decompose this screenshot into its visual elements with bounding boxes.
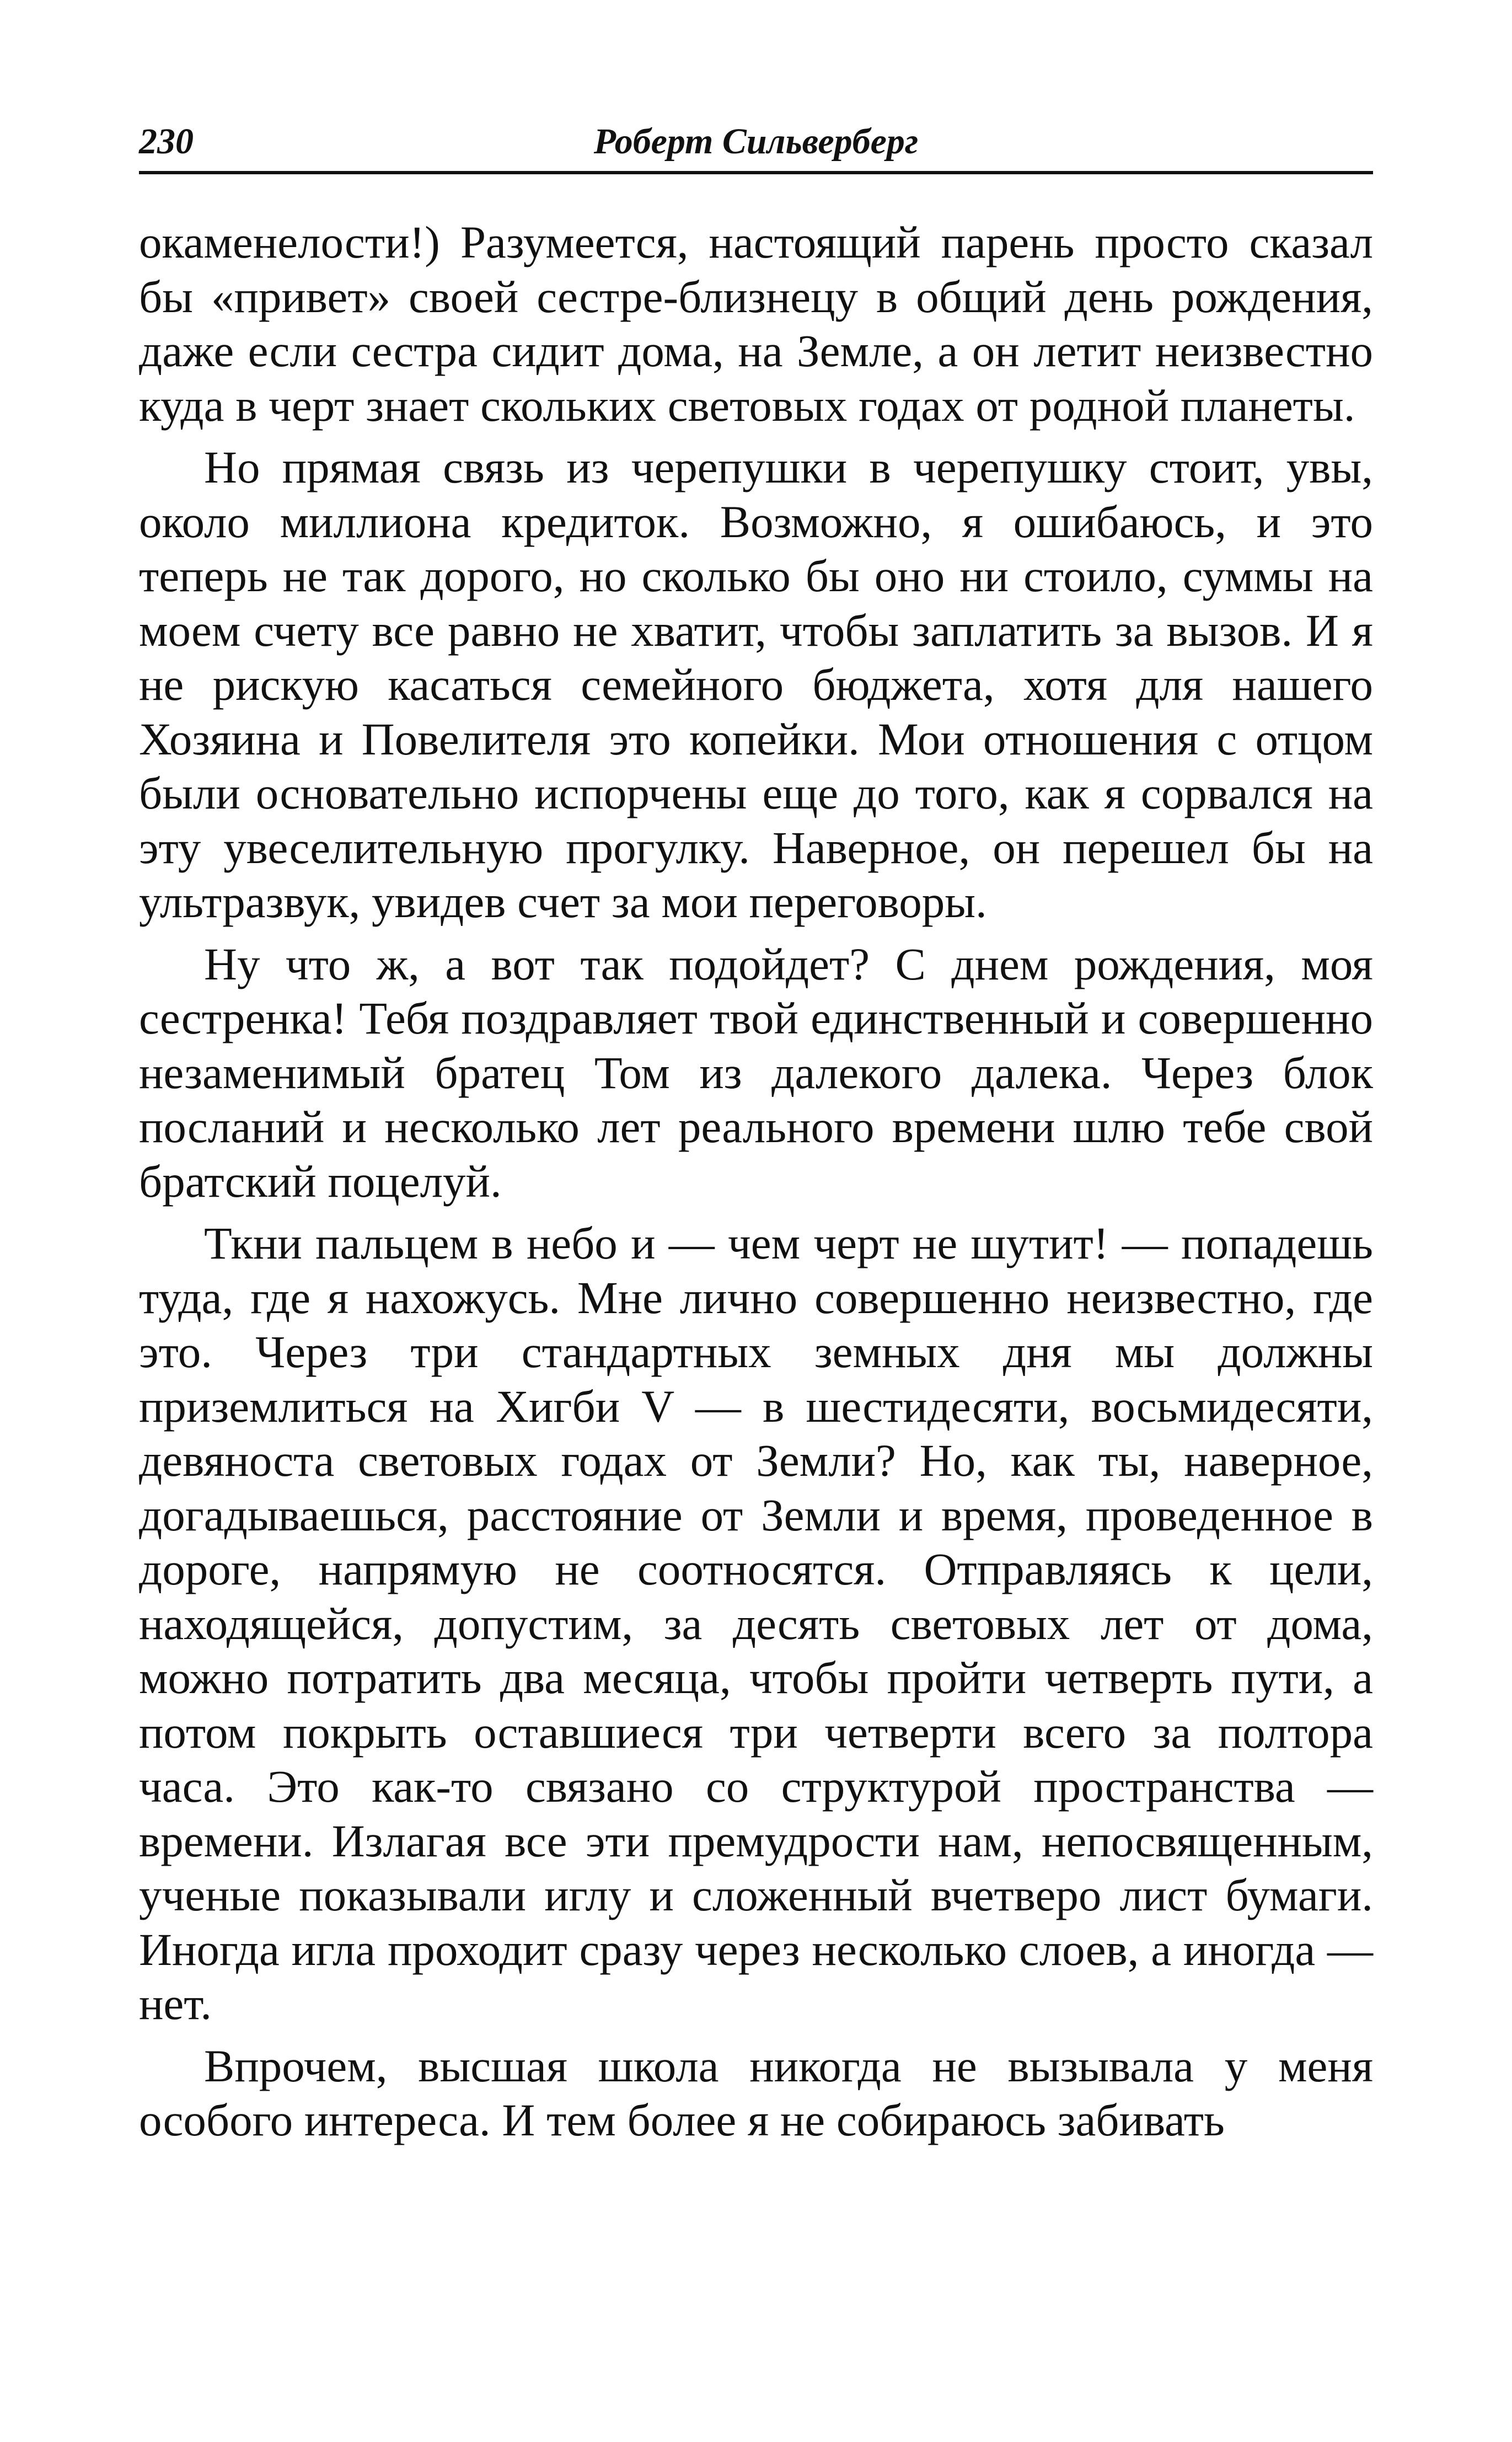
- paragraph-5: Впрочем, высшая школа никогда не вызывала у меня особого интереса. И тем более я не собираюсь забивать: [139, 2040, 1373, 2145]
- paragraph-2: Но прямая связь из черепушки в черепушку стоит, увы, около миллиона кредиток. Возможно, я ошибаюсь, и это теперь не так дорого, но сколько бы оно ни стоило, суммы на моем счету все равно не хватит, чтобы заплатить за вызов. И я не рискую касаться семейного бюджета, хотя для нашего Хозяина и Повелителя это копейки. Мои отношения с отцом были основательно испорчены еще до того, как я сорвался на эту увеселительную прогулку. Наверное, он перешел бы на ультразвук, увидев счет за мои переговоры.: [139, 442, 1373, 927]
- running-head-author: Роберт Сильверберг: [593, 121, 919, 162]
- page-header: [139, 117, 1373, 179]
- paragraph-3: Ну что ж, а вот так подойдет? С днем рождения, моя сестренка! Тебя поздравляет твой единственный и совершенно незаменимый братец Том из далекого далека. Через блок посланий и несколько лет реального времени шлю тебе свой братский поцелуй.: [139, 938, 1373, 1207]
- paragraph-1: окаменелости!) Разумеется, настоящий парень просто сказал бы «привет» своей сестре-близнецу в общий день рождения, даже если сестра сидит дома, на Земле, а он летит неизвестно куда в черт знает скольких световых годах от родной планеты.: [139, 217, 1373, 431]
- paragraph-4: Ткни пальцем в небо и — чем черт не шутит! — попадешь туда, где я нахожусь. Мне лично совершенно неизвестно, где это. Через три стандартных земных дня мы должны приземлиться на Хигби V — в шестидесяти, восьмидесяти, девяноста световых годах от Земли? Но, как ты, наверное, догадываешься, расстояние от Земли и время, проведенное в дороге, напрямую не соотносятся. Отправляясь к цели, находящейся, допустим, за десять световых лет от дома, можно потратить два месяца, чтобы пройти четверть пути, а потом покрыть оставшиеся три четверти всего за полтора часа. Это как-то связано со структурой пространства — времени. Излагая все эти премудрости нам, непосвященным, ученые показывали иглу и сложенный вчетверо лист бумаги. Иногда игла проходит сразу через несколько слоев, а иногда — нет.: [139, 1218, 1373, 2029]
- page-body: [139, 215, 1373, 2155]
- page-number: 230: [139, 121, 194, 162]
- header-divider: [139, 171, 1373, 174]
